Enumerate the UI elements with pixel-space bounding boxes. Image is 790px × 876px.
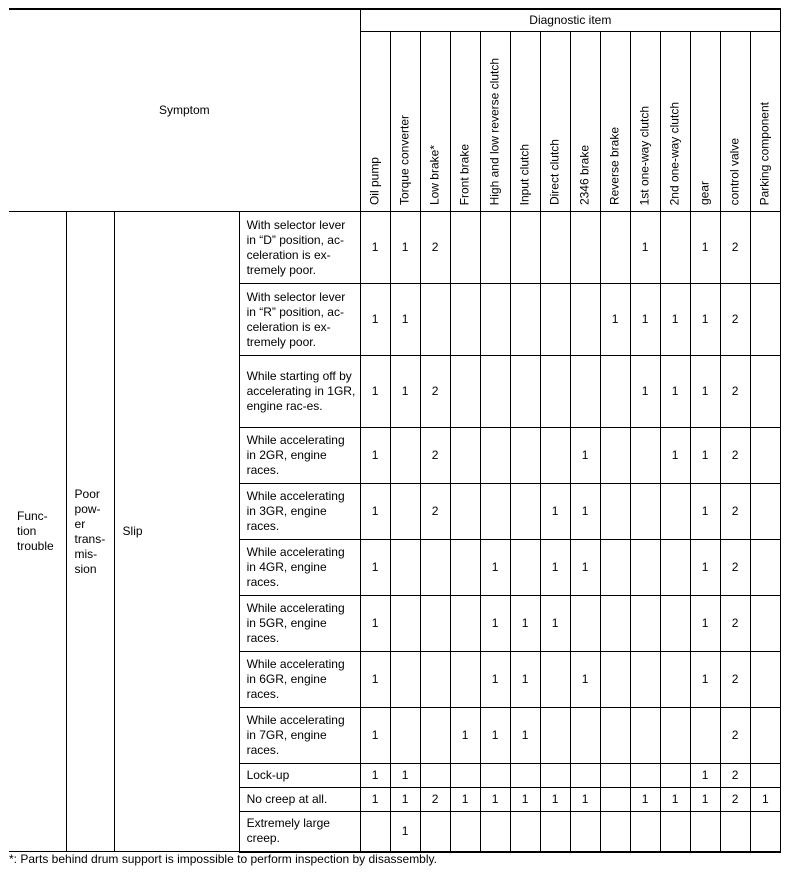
value-cell bbox=[540, 764, 570, 788]
value-cell: 2 bbox=[720, 788, 750, 812]
value-cell: 1 bbox=[690, 652, 720, 708]
value-cell: 2 bbox=[420, 428, 450, 484]
value-cell bbox=[600, 428, 630, 484]
value-cell bbox=[660, 484, 690, 540]
value-cell: 1 bbox=[360, 484, 390, 540]
value-cell bbox=[720, 812, 750, 852]
value-cell bbox=[420, 812, 450, 852]
value-cell bbox=[540, 212, 570, 284]
value-cell bbox=[510, 812, 540, 852]
value-cell: 1 bbox=[570, 484, 600, 540]
value-cell: 1 bbox=[360, 764, 390, 788]
value-cell: 1 bbox=[390, 356, 420, 428]
value-cell: 1 bbox=[690, 356, 720, 428]
value-cell: 1 bbox=[450, 788, 480, 812]
value-cell: 1 bbox=[570, 652, 600, 708]
value-cell bbox=[600, 356, 630, 428]
value-cell: 2 bbox=[720, 356, 750, 428]
condition-cell: While accelerating in 2GR, engine races. bbox=[239, 428, 360, 484]
value-cell: 1 bbox=[690, 484, 720, 540]
value-cell: 2 bbox=[420, 212, 450, 284]
value-cell bbox=[450, 540, 480, 596]
value-cell bbox=[750, 652, 780, 708]
value-cell bbox=[600, 812, 630, 852]
footnote: *: Parts behind drum support is impossible to perform inspection by disassembly. bbox=[9, 852, 437, 866]
value-cell: 2 bbox=[720, 652, 750, 708]
condition-cell: With selector lever in “D” position, ac-celeration is ex-tremely poor. bbox=[239, 212, 360, 284]
value-cell: 1 bbox=[690, 428, 720, 484]
value-cell: 1 bbox=[660, 788, 690, 812]
value-cell bbox=[630, 708, 660, 764]
value-cell bbox=[600, 652, 630, 708]
condition-cell: While accelerating in 7GR, engine races. bbox=[239, 708, 360, 764]
value-cell bbox=[570, 212, 600, 284]
value-cell: 1 bbox=[690, 540, 720, 596]
value-cell bbox=[600, 764, 630, 788]
value-cell bbox=[750, 596, 780, 652]
value-cell bbox=[570, 708, 600, 764]
table-row bbox=[9, 212, 781, 284]
condition-cell: Extremely large creep. bbox=[239, 812, 360, 852]
value-cell bbox=[540, 812, 570, 852]
value-cell bbox=[750, 284, 780, 356]
value-cell: 1 bbox=[480, 540, 510, 596]
value-cell: 1 bbox=[360, 596, 390, 652]
condition-cell: With selector lever in “R” position, ac-celeration is ex-tremely poor. bbox=[239, 284, 360, 356]
diagnostic-table bbox=[9, 8, 781, 853]
value-cell bbox=[450, 652, 480, 708]
value-cell: 2 bbox=[720, 596, 750, 652]
value-cell bbox=[390, 596, 420, 652]
value-cell bbox=[600, 788, 630, 812]
symptom-header: Symptom bbox=[9, 9, 360, 212]
value-cell: 1 bbox=[690, 284, 720, 356]
item-header-2346-brake: 2346 brake bbox=[570, 32, 600, 212]
value-cell: 1 bbox=[570, 540, 600, 596]
value-cell: 1 bbox=[480, 708, 510, 764]
value-cell bbox=[570, 356, 600, 428]
value-cell bbox=[750, 212, 780, 284]
value-cell: 1 bbox=[390, 788, 420, 812]
value-cell: 2 bbox=[720, 284, 750, 356]
value-cell bbox=[750, 428, 780, 484]
value-cell bbox=[540, 284, 570, 356]
value-cell bbox=[750, 356, 780, 428]
value-cell bbox=[390, 428, 420, 484]
value-cell bbox=[750, 484, 780, 540]
value-cell bbox=[510, 284, 540, 356]
value-cell bbox=[420, 764, 450, 788]
condition-cell: While accelerating in 6GR, engine races. bbox=[239, 652, 360, 708]
value-cell: 1 bbox=[690, 788, 720, 812]
item-header-parking-component: Parking component bbox=[750, 32, 780, 212]
value-cell bbox=[630, 812, 660, 852]
value-cell bbox=[660, 812, 690, 852]
value-cell: 2 bbox=[420, 484, 450, 540]
value-cell bbox=[540, 652, 570, 708]
value-cell: 1 bbox=[390, 284, 420, 356]
item-header-input-clutch: Input clutch bbox=[510, 32, 540, 212]
value-cell bbox=[630, 652, 660, 708]
value-cell bbox=[630, 764, 660, 788]
value-cell: 1 bbox=[750, 788, 780, 812]
value-cell: 2 bbox=[720, 212, 750, 284]
value-cell: 1 bbox=[540, 484, 570, 540]
category-slip: Slip bbox=[114, 212, 239, 852]
value-cell: 1 bbox=[630, 356, 660, 428]
value-cell bbox=[390, 708, 420, 764]
value-cell: 1 bbox=[510, 708, 540, 764]
value-cell bbox=[450, 212, 480, 284]
item-header-front-brake: Front brake bbox=[450, 32, 480, 212]
condition-cell: Lock-up bbox=[239, 764, 360, 788]
value-cell bbox=[630, 596, 660, 652]
value-cell bbox=[450, 596, 480, 652]
value-cell bbox=[630, 540, 660, 596]
value-cell bbox=[600, 708, 630, 764]
value-cell bbox=[450, 484, 480, 540]
value-cell: 1 bbox=[690, 764, 720, 788]
value-cell bbox=[420, 540, 450, 596]
value-cell bbox=[420, 284, 450, 356]
value-cell bbox=[480, 356, 510, 428]
value-cell bbox=[600, 596, 630, 652]
value-cell bbox=[690, 708, 720, 764]
value-cell: 1 bbox=[480, 596, 510, 652]
value-cell bbox=[690, 812, 720, 852]
value-cell: 1 bbox=[510, 788, 540, 812]
item-header-gear: gear bbox=[690, 32, 720, 212]
value-cell bbox=[480, 284, 510, 356]
value-cell: 1 bbox=[510, 596, 540, 652]
value-cell: 1 bbox=[480, 788, 510, 812]
value-cell: 1 bbox=[390, 212, 420, 284]
value-cell: 1 bbox=[570, 428, 600, 484]
value-cell bbox=[510, 212, 540, 284]
value-cell bbox=[480, 812, 510, 852]
value-cell: 1 bbox=[570, 788, 600, 812]
value-cell bbox=[450, 428, 480, 484]
value-cell: 1 bbox=[360, 284, 390, 356]
value-cell: 1 bbox=[360, 212, 390, 284]
value-cell: 1 bbox=[360, 428, 390, 484]
value-cell: 2 bbox=[720, 428, 750, 484]
value-cell bbox=[540, 708, 570, 764]
value-cell: 1 bbox=[660, 356, 690, 428]
value-cell bbox=[540, 428, 570, 484]
item-header-low-brake: Low brake* bbox=[420, 32, 450, 212]
value-cell: 1 bbox=[540, 596, 570, 652]
value-cell: 1 bbox=[630, 212, 660, 284]
condition-cell: While accelerating in 5GR, engine races. bbox=[239, 596, 360, 652]
item-header-control-valve: control valve bbox=[720, 32, 750, 212]
value-cell bbox=[600, 484, 630, 540]
value-cell: 1 bbox=[660, 284, 690, 356]
header-row-top bbox=[9, 9, 781, 32]
value-cell bbox=[390, 540, 420, 596]
value-cell bbox=[510, 764, 540, 788]
value-cell bbox=[480, 428, 510, 484]
category-poor-power-transmission: Poor pow- er trans- mis- sion bbox=[66, 212, 114, 852]
value-cell bbox=[660, 540, 690, 596]
diagnostic-item-header: Diagnostic item bbox=[360, 9, 780, 32]
value-cell: 1 bbox=[360, 708, 390, 764]
value-cell bbox=[660, 596, 690, 652]
value-cell bbox=[570, 764, 600, 788]
value-cell bbox=[420, 596, 450, 652]
value-cell: 1 bbox=[360, 540, 390, 596]
table-body bbox=[9, 212, 781, 852]
value-cell bbox=[660, 652, 690, 708]
value-cell bbox=[630, 484, 660, 540]
value-cell bbox=[750, 540, 780, 596]
item-header-1st-one-way-clutch: 1st one-way clutch bbox=[630, 32, 660, 212]
value-cell: 1 bbox=[540, 788, 570, 812]
value-cell bbox=[480, 484, 510, 540]
item-header-torque-converter: Torque converter bbox=[390, 32, 420, 212]
value-cell: 2 bbox=[420, 788, 450, 812]
condition-cell: No creep at all. bbox=[239, 788, 360, 812]
value-cell bbox=[390, 484, 420, 540]
value-cell: 1 bbox=[450, 708, 480, 764]
value-cell: 1 bbox=[630, 284, 660, 356]
value-cell bbox=[750, 708, 780, 764]
value-cell bbox=[750, 764, 780, 788]
value-cell bbox=[510, 428, 540, 484]
value-cell: 1 bbox=[360, 356, 390, 428]
value-cell bbox=[660, 708, 690, 764]
value-cell bbox=[420, 652, 450, 708]
value-cell: 1 bbox=[690, 596, 720, 652]
item-header-direct-clutch: Direct clutch bbox=[540, 32, 570, 212]
value-cell bbox=[510, 484, 540, 540]
value-cell: 2 bbox=[720, 540, 750, 596]
item-header-high-low-reverse-clutch: High and low reverse clutch bbox=[480, 32, 510, 212]
value-cell: 2 bbox=[720, 708, 750, 764]
value-cell: 2 bbox=[420, 356, 450, 428]
value-cell bbox=[450, 284, 480, 356]
value-cell: 1 bbox=[480, 652, 510, 708]
value-cell bbox=[750, 812, 780, 852]
value-cell bbox=[660, 764, 690, 788]
value-cell: 1 bbox=[390, 812, 420, 852]
condition-cell: While accelerating in 4GR, engine races. bbox=[239, 540, 360, 596]
value-cell bbox=[570, 596, 600, 652]
value-cell: 2 bbox=[720, 484, 750, 540]
value-cell bbox=[480, 764, 510, 788]
value-cell bbox=[450, 812, 480, 852]
category-function-trouble: Func- tion trouble bbox=[9, 212, 66, 852]
value-cell bbox=[600, 212, 630, 284]
value-cell bbox=[390, 652, 420, 708]
item-header-2nd-one-way-clutch: 2nd one-way clutch bbox=[660, 32, 690, 212]
value-cell bbox=[450, 356, 480, 428]
condition-cell: While accelerating in 3GR, engine races. bbox=[239, 484, 360, 540]
value-cell: 2 bbox=[720, 764, 750, 788]
value-cell: 1 bbox=[510, 652, 540, 708]
value-cell: 1 bbox=[690, 212, 720, 284]
value-cell bbox=[570, 284, 600, 356]
value-cell bbox=[570, 812, 600, 852]
value-cell bbox=[660, 212, 690, 284]
item-header-reverse-brake: Reverse brake bbox=[600, 32, 630, 212]
value-cell bbox=[510, 540, 540, 596]
value-cell: 1 bbox=[600, 284, 630, 356]
value-cell bbox=[480, 212, 510, 284]
value-cell bbox=[420, 708, 450, 764]
value-cell: 1 bbox=[360, 652, 390, 708]
value-cell: 1 bbox=[540, 540, 570, 596]
value-cell bbox=[600, 540, 630, 596]
value-cell bbox=[510, 356, 540, 428]
item-header-oil-pump: Oil pump bbox=[360, 32, 390, 212]
condition-cell: While starting off by accelerating in 1GR, engine rac-es. bbox=[239, 356, 360, 428]
value-cell: 1 bbox=[660, 428, 690, 484]
value-cell bbox=[540, 356, 570, 428]
value-cell bbox=[630, 428, 660, 484]
value-cell: 1 bbox=[390, 764, 420, 788]
value-cell: 1 bbox=[630, 788, 660, 812]
value-cell bbox=[450, 764, 480, 788]
value-cell bbox=[360, 812, 390, 852]
value-cell: 1 bbox=[360, 788, 390, 812]
